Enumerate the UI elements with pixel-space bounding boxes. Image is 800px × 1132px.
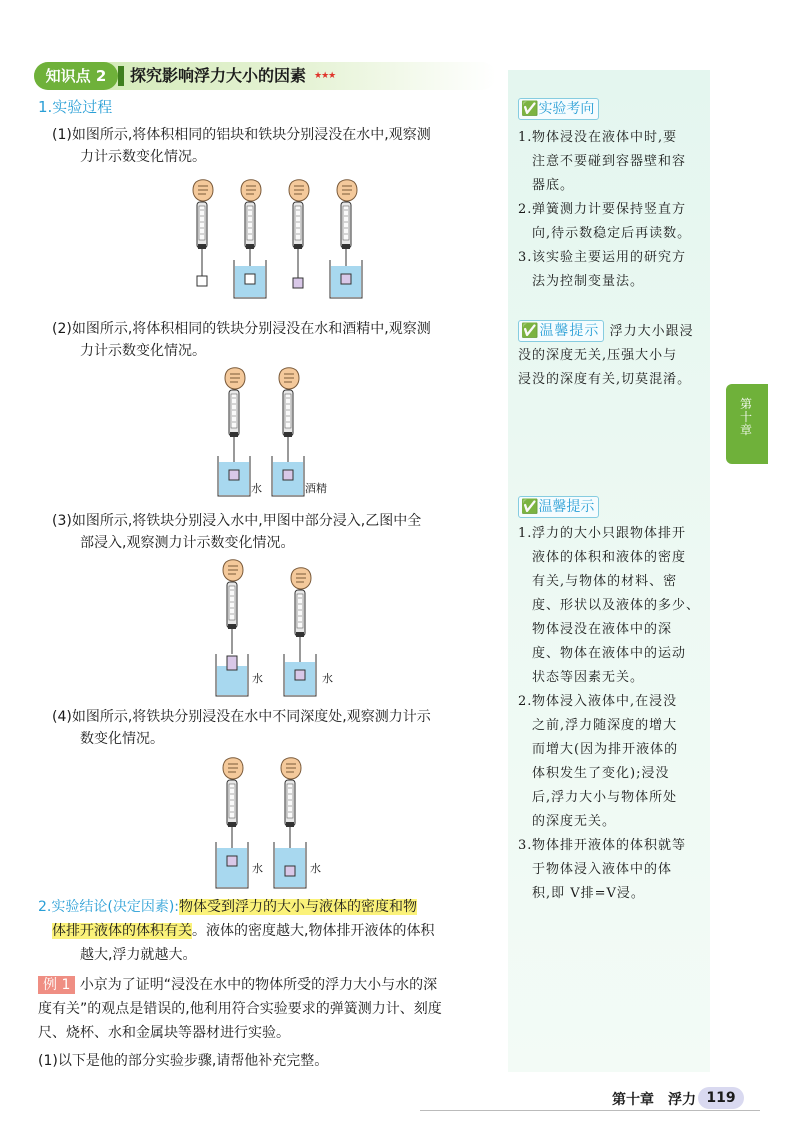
example-text: 小京为了证明“浸没在水中的物体所受的浮力大小与水的深 bbox=[79, 977, 438, 993]
step-number: (4) bbox=[52, 709, 72, 725]
check-icon: ✅ bbox=[521, 323, 540, 339]
sidebar-list-1 bbox=[518, 126, 708, 294]
setup-2b bbox=[272, 368, 304, 496]
setup-1c bbox=[289, 180, 309, 288]
setup-4b bbox=[274, 758, 306, 888]
conclusion-highlight-2: 体排开液体的体积有关 bbox=[52, 923, 192, 939]
sidebar-box-tip-2 bbox=[518, 496, 599, 518]
setup-1d bbox=[330, 180, 362, 298]
setup-2a bbox=[218, 368, 250, 496]
block-icon bbox=[293, 278, 303, 288]
step-text: 如图所示,将铁块分别浸入水中,甲图中部分浸入,乙图中全 bbox=[71, 513, 422, 529]
label-water: 水 bbox=[252, 672, 263, 685]
step-3 bbox=[52, 510, 421, 532]
example-line1 bbox=[38, 974, 437, 996]
footer-chapter: 第十章 浮力 bbox=[612, 1092, 696, 1108]
list-item: 1. 浮力的大小只跟物体排开 液体的体积和液体的密度 有关,与物体的材料、密 度、形状以及液体的多少、 物体浸没在液体中的深 度、物体在液体中的运动 状态等因素无关。 bbox=[518, 526, 701, 685]
check-icon: ✅ bbox=[521, 499, 539, 515]
sidebar-heading: ✅温馨提示 bbox=[518, 320, 604, 342]
conclusion-line2 bbox=[52, 920, 434, 942]
example-line2: 度有关”的观点是错误的,他利用符合实验要求的弹簧测力计、刻度 bbox=[38, 1001, 442, 1017]
setup-4a bbox=[216, 758, 248, 888]
chapter-tab-label: 第十章 bbox=[739, 397, 752, 437]
step-number: (2) bbox=[52, 321, 72, 337]
list-item: 2. 物体浸入液体中,在浸没 之前,浮力随深度的增大 而增大(因为排开液体的 体积发生了变化);浸没 后,浮力大小与物体所处 的深度无关。 bbox=[518, 694, 679, 829]
sidebar-box-tip-1: ✅温馨提示 浮力大小跟浸 没的深度无关,压强大小与 浸没的深度有关,切莫混淆。 bbox=[518, 320, 708, 392]
figure-1-aluminum-iron bbox=[182, 176, 378, 304]
list-item: 2. 弹簧测力计要保持竖直方 向,待示数稳定后再读数。 bbox=[518, 202, 692, 241]
conclusion-rest: 。液体的密度越大,物体排开液体的体积 bbox=[192, 923, 435, 939]
step-3-line2: 部浸入,观察测力计示数变化情况。 bbox=[80, 535, 295, 551]
step-2-line2: 力计示数变化情况。 bbox=[80, 343, 206, 359]
knowledge-point-title: 探究影响浮力大小的因素 bbox=[130, 66, 307, 85]
badge-separator bbox=[118, 66, 124, 86]
figure-4-depth bbox=[208, 756, 348, 892]
list-item: 3. 该实验主要运用的研究方 法为控制变量法。 bbox=[518, 250, 687, 289]
example-badge: 例 1 bbox=[38, 976, 75, 994]
step-number: (3) bbox=[52, 513, 72, 529]
list-item: 1. 物体浸没在液体中时,要 注意不要碰到容器壁和容 器底。 bbox=[518, 130, 687, 193]
footer-divider bbox=[420, 1110, 760, 1111]
step-1 bbox=[52, 124, 431, 146]
step-2 bbox=[52, 318, 431, 340]
conclusion-highlight-1: 物体受到浮力的大小与液体的密度和物 bbox=[179, 899, 417, 915]
step-1-line2: 力计示数变化情况。 bbox=[80, 149, 206, 165]
label-water: 水 bbox=[252, 862, 263, 875]
step-text: 如图所示,将体积相同的铁块分别浸没在水和酒精中,观察测 bbox=[71, 321, 431, 337]
setup-3b bbox=[284, 568, 316, 696]
sidebar-heading: ✅温馨提示 bbox=[518, 496, 599, 518]
setup-3a bbox=[216, 560, 248, 696]
example-line3: 尺、烧杯、水和金属块等器材进行实验。 bbox=[38, 1025, 290, 1041]
step-text: 如图所示,将体积相同的铝块和铁块分别浸没在水中,观察测 bbox=[71, 127, 431, 143]
sidebar-list-3 bbox=[518, 522, 708, 906]
knowledge-point-badge: 知识点 2 bbox=[34, 62, 118, 90]
section-title-conclusion: 2.实验结论(决定因素): bbox=[38, 899, 179, 915]
step-number: (1) bbox=[52, 127, 72, 143]
block-icon bbox=[197, 276, 207, 286]
example-question-1: (1)以下是他的部分实验步骤,请帮他补充完整。 bbox=[38, 1053, 329, 1069]
conclusion-line1 bbox=[38, 896, 508, 918]
conclusion-line3: 越大,浮力就越大。 bbox=[80, 947, 197, 963]
label-water: 水 bbox=[322, 672, 333, 685]
sidebar-box-experiment bbox=[518, 98, 599, 120]
label-water: 水 bbox=[251, 482, 262, 495]
label-alcohol: 酒精 bbox=[305, 482, 327, 495]
difficulty-stars: ★★★ bbox=[314, 71, 336, 81]
label-water: 水 bbox=[310, 862, 321, 875]
step-text: 如图所示,将铁块分别浸没在水中不同深度处,观察测力计示 bbox=[71, 709, 431, 725]
block-icon bbox=[341, 274, 351, 284]
step-4 bbox=[52, 706, 431, 728]
block-icon bbox=[245, 274, 255, 284]
check-icon: ✅ bbox=[521, 101, 539, 117]
list-item: 3. 物体排开液体的体积就等 于物体浸入液体中的体 积,即 V排=V浸。 bbox=[518, 838, 687, 901]
page-number: 119 bbox=[698, 1087, 744, 1109]
step-4-line2: 数变化情况。 bbox=[80, 731, 164, 747]
section-title-process: 1.实验过程 bbox=[38, 98, 113, 116]
sidebar-heading: ✅实验考向 bbox=[518, 98, 599, 120]
setup-1a bbox=[193, 180, 213, 286]
setup-1b bbox=[234, 180, 266, 298]
